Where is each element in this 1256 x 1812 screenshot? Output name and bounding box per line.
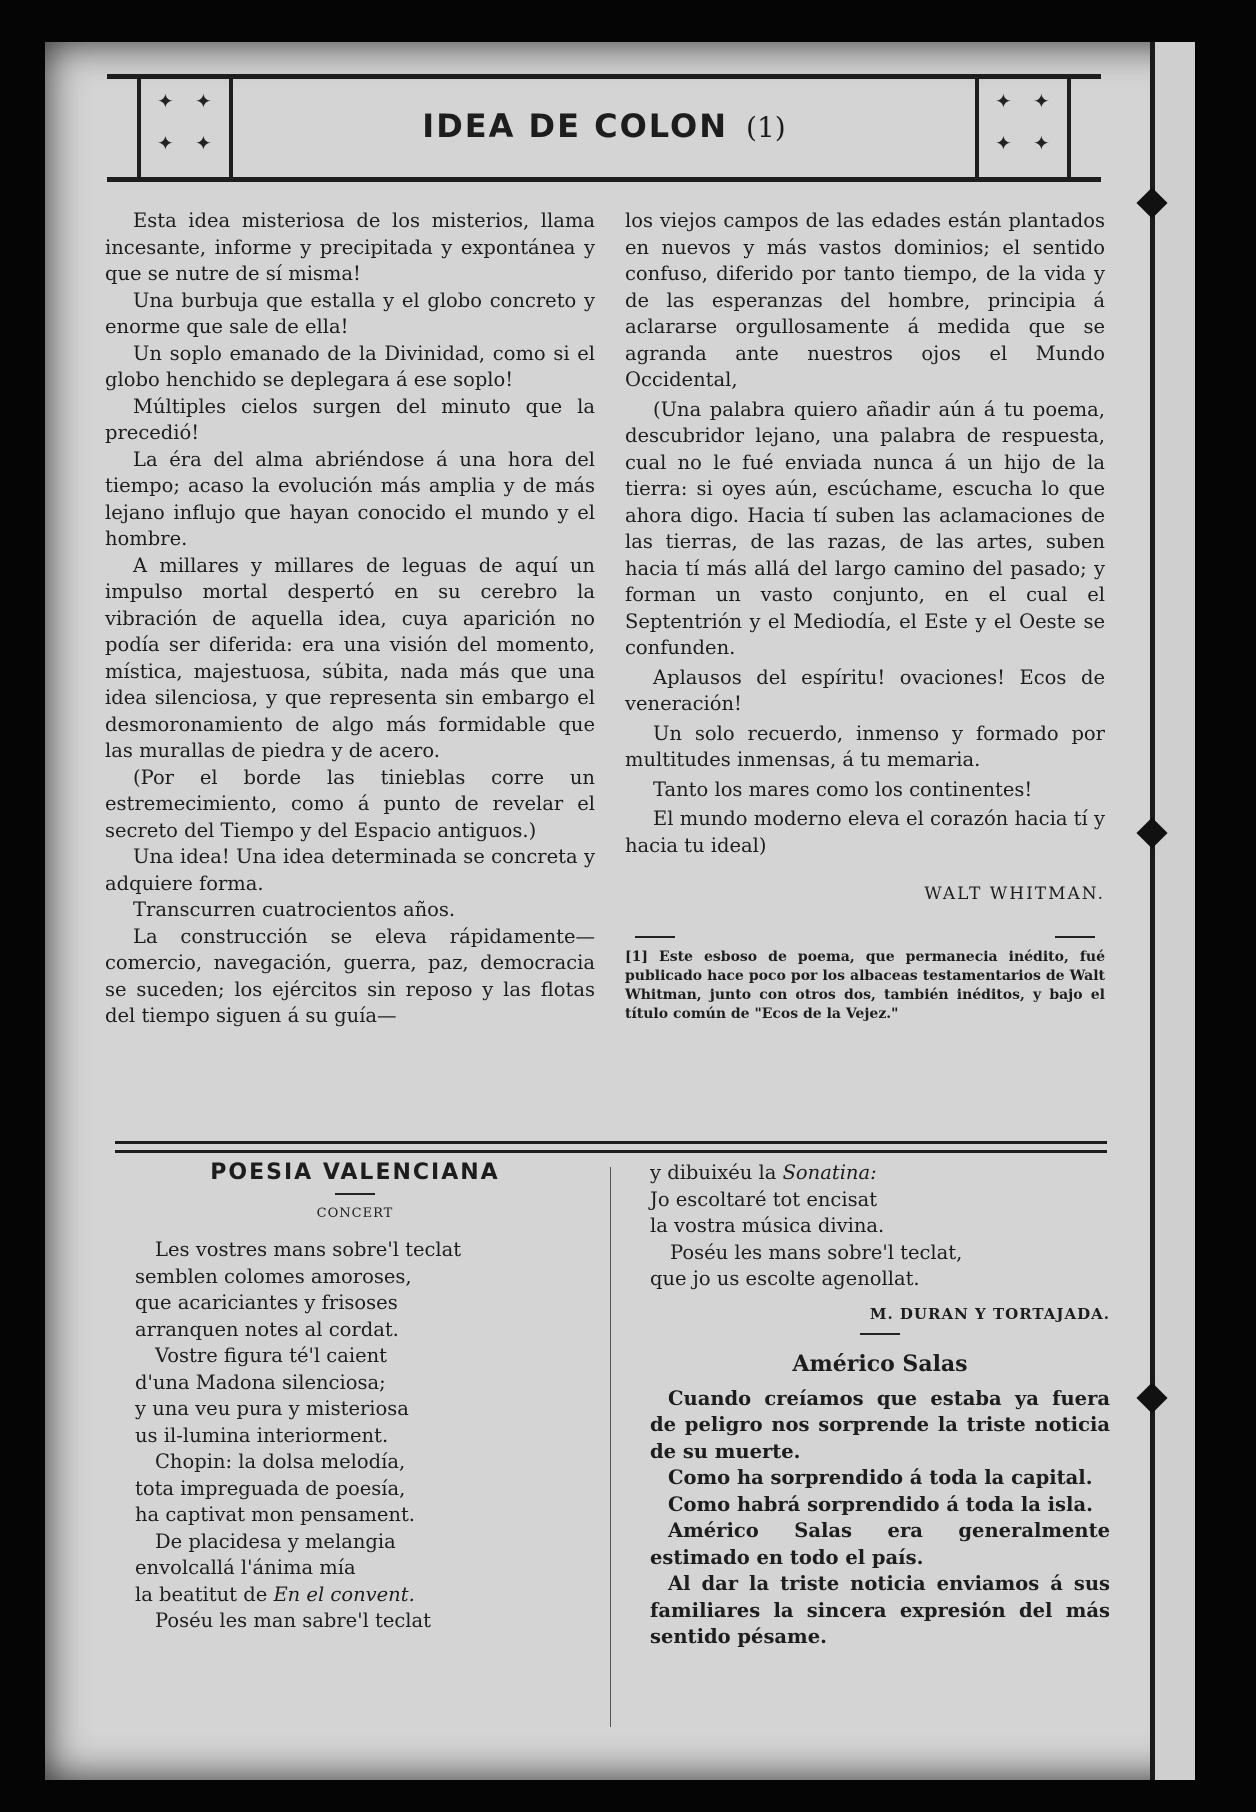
paragraph: La éra del alma abriéndose á una hora del tiempo; acaso la evolución más amplia y de más lejano influjo que hayan conocido el mundo y el hombre.	[105, 447, 595, 550]
obituary-title: Américo Salas	[792, 1351, 968, 1377]
title-note-marker: (1)	[746, 111, 786, 144]
paragraph: Una burbuja que estalla y el globo concreto y enorme que sale de ella!	[105, 288, 595, 338]
poem-line: semblen colomes amoroses,	[135, 1264, 412, 1288]
paragraph: Como ha sorprendido á toda la capital.	[668, 1466, 1093, 1489]
header-bar	[107, 74, 1101, 182]
poem-line-text: y dibuixéu la	[650, 1161, 783, 1184]
poem-line	[650, 1160, 1110, 1187]
paragraph: Como habrá sorprendido á toda la isla.	[668, 1492, 1093, 1516]
binding-stitch-icon	[1136, 1382, 1167, 1413]
paragraph: La construcción se eleva rápidamente—comercio, navegación, guerra, paz, democracia se suceden; los ejércitos sin reposo y las flotas del tiempo siguen á su guía—	[105, 924, 595, 1027]
star-icon: ✦	[195, 89, 212, 113]
poem-subtitle: CONCERT	[316, 1205, 394, 1221]
star-icon: ✦	[995, 131, 1012, 155]
paragraph: Una idea! Una idea determinada se concreta y adquiere forma.	[105, 845, 595, 895]
poem-line: Jo escoltaré tot encisat	[650, 1187, 878, 1211]
poem-line: d'una Madona silenciosa;	[135, 1370, 386, 1394]
poem-line	[135, 1582, 575, 1609]
poem-line: la vostra música divina.	[650, 1214, 885, 1237]
paragraph: (Por el borde las tinieblas corre un estremecimiento, como á punto de revelar el secreto del Tiempo y del Espacio antiguos.)	[105, 765, 595, 842]
author-signature: WALT WHITMAN.	[924, 884, 1105, 904]
binding-stitch-icon	[1136, 817, 1167, 848]
poem-line: arranquen notes al cordat.	[135, 1317, 399, 1341]
paragraph: Transcurren cuatrocientos años.	[133, 898, 456, 921]
paragraph: A millares y millares de leguas de aquí un impulso mortal despertó en su cerebro la vibración de aquella idea, cuya aparición no podía ser diferida: era una visión del momento, mística, majestuosa, súbita, nada más que una idea silenciosa, y que representa sin embargo el desmoronamiento de algo más formidable que las murallas de piedra y de acero.	[105, 553, 595, 762]
obituary-body	[650, 1386, 1110, 1651]
poem-line: que jo us escolte agenollat.	[650, 1267, 920, 1290]
poem-line: Les vostres mans sobre'l teclat	[155, 1238, 462, 1261]
star-icon: ✦	[157, 89, 174, 113]
star-box-right	[975, 79, 1071, 177]
title-rule	[860, 1333, 900, 1335]
star-icon: ✦	[157, 131, 174, 155]
column-rule	[610, 1167, 611, 1727]
poem-title-ref: En el convent.	[273, 1582, 415, 1606]
binding-stitch-icon	[1136, 187, 1167, 218]
star-icon: ✦	[195, 131, 212, 155]
paragraph: Aplausos del espíritu! ovaciones! Ecos de veneración!	[625, 665, 1105, 715]
title-text: IDEA DE COLON	[422, 107, 729, 145]
poem-line-text: la beatitut de	[135, 1582, 274, 1606]
poem-line: us il-lumina interiorment.	[135, 1423, 389, 1447]
star-icon: ✦	[995, 89, 1012, 113]
paragraph: Múltiples cielos surgen del minuto que la precedió!	[105, 394, 595, 444]
column-left	[105, 208, 595, 1030]
poem-line: Poséu les mans sobre'l teclat,	[670, 1240, 963, 1264]
paragraph: los viejos campos de las edades están plantados en nuevos y más vastos dominios; el sentido confuso, diferido por tanto tiempo, de la vida y de las esperanzas del hombre, principia á aclararse orgullosamente á medida que se agranda ante nuestros ojos el Mundo Occidental,	[625, 209, 1105, 391]
poem-line: Poséu les man sabre'l teclat	[155, 1609, 431, 1632]
binding-edge	[1150, 42, 1195, 1780]
footnote-separator	[625, 928, 1105, 948]
column-right	[625, 208, 1105, 1027]
poesia-valenciana	[135, 1160, 575, 1635]
section-divider	[115, 1141, 1107, 1153]
poem-line: ha captivat mon pensament.	[135, 1503, 415, 1526]
paragraph: (Una palabra quiero añadir aún á tu poema, descubridor lejano, una palabra de respuesta, cual no le fué enviada nunca á un hijo de la tierra: si oyes aún, escúchame, escucha lo que ahora digo. Hacia tí suben las aclamaciones de las tierras, de las razas, de las artes, suben hacia tí más allá del largo camino del pasado; y forman un vasto conjunto, en el cual el Septentrión y el Mediodía, el Este y el Oeste se confunden.	[625, 397, 1105, 659]
star-icon: ✦	[1033, 89, 1050, 113]
poem-title-ref: Sonatina:	[782, 1161, 877, 1184]
paragraph: Un soplo emanado de la Divinidad, como si el globo henchido se deplegara á ese soplo!	[105, 341, 595, 391]
paragraph: Américo Salas era generalmente estimado en todo el país.	[650, 1519, 1110, 1569]
poem-line: que acariciantes y frisoses	[135, 1291, 398, 1314]
paragraph: Cuando creíamos que estaba ya fuera de peligro nos sorprende la triste noticia de su muerte.	[650, 1386, 1110, 1463]
paragraph: El mundo moderno eleva el corazón hacia tí y hacia tu ideal)	[625, 807, 1105, 857]
footnote: [1] Este esboso de poema, que permanecia inédito, fué publicado hace poco por los albaceas testamentarios de Walt Whitman, junto con otros dos, también inéditos, y bajo el título común de "Ecos de la Vejez."	[625, 948, 1105, 1022]
poem-continuation	[650, 1160, 1110, 1651]
article-title	[107, 107, 1101, 145]
poem-line: y una veu pura y misteriosa	[135, 1397, 409, 1420]
poem-line: envolcallá l'ánima mía	[135, 1556, 356, 1579]
poem-line: De placidesa y melangia	[155, 1529, 396, 1553]
paragraph: Esta idea misteriosa de los misterios, llama incesante, informe y precipitada y expontánea y que se nutre de sí misma!	[105, 209, 595, 285]
star-icon: ✦	[1033, 131, 1050, 155]
section-title: POESIA VALENCIANA	[210, 1160, 500, 1185]
paragraph: Al dar la triste noticia enviamos á sus familiares la sincera expresión del más sentido pésame.	[650, 1572, 1110, 1648]
poem-line: tota impreguada de poesía,	[135, 1476, 406, 1500]
newspaper-page	[45, 42, 1195, 1780]
poem-author: M. DURAN Y TORTAJADA.	[869, 1304, 1110, 1323]
paragraph: Tanto los mares como los continentes!	[653, 777, 1033, 801]
paragraph: Un solo recuerdo, inmenso y formado por multitudes inmensas, á tu memaria.	[625, 721, 1105, 771]
title-rule	[335, 1193, 375, 1195]
poem-line: Vostre figura té'l caient	[155, 1344, 388, 1367]
poem-line: Chopin: la dolsa melodía,	[155, 1450, 406, 1473]
